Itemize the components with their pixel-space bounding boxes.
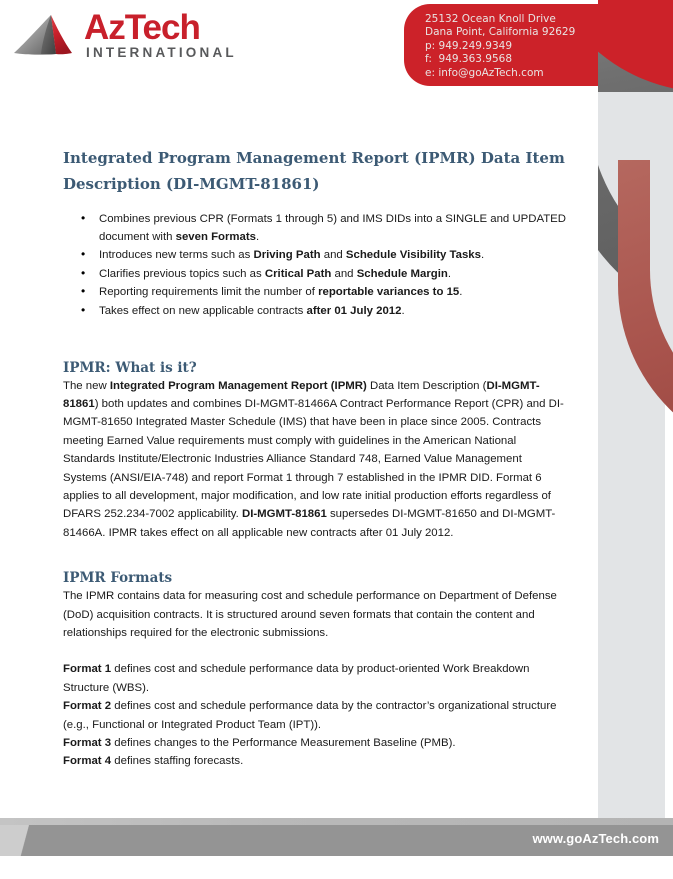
logo-primary-text: AzTech <box>84 8 200 47</box>
emphasis-text: Driving Path <box>253 249 321 262</box>
list-item <box>63 211 568 246</box>
contact-email: e: info@goAzTech.com <box>425 66 544 79</box>
body-text: . <box>480 249 485 262</box>
section-paragraph <box>63 752 568 770</box>
list-item <box>63 266 568 284</box>
emphasis-text: reportable variances to 15 <box>318 286 460 299</box>
emphasis-text: Format 3 <box>63 737 112 750</box>
body-text: The IPMR contains data for measuring cost and schedule performance on Department of Defense (DoD) acquisition contracts. It is structured around seven formats that contain the content and relationships required for the electronic submissions. <box>63 590 557 640</box>
section-paragraph <box>63 587 568 642</box>
emphasis-text: Format 2 <box>63 700 112 713</box>
body-text: defines staffing forecasts. <box>111 755 244 768</box>
sections-container <box>63 360 568 771</box>
emphasis-text: Critical Path <box>264 267 332 280</box>
emphasis-text: Integrated Program Management Report (IPMR) <box>109 379 367 392</box>
body-text: defines changes to the Performance Measurement Baseline (PMB). <box>111 737 456 750</box>
section-paragraph <box>63 734 568 752</box>
contact-street: 25132 Ocean Knoll Drive <box>425 13 556 25</box>
logo-secondary-text: INTERNATIONAL <box>86 45 237 60</box>
body-text: Introduces new terms such as <box>99 249 254 262</box>
section-heading: IPMR Formats <box>63 570 173 587</box>
body-text: Takes effect on new applicable contracts <box>99 304 307 317</box>
contact-fax: f: 949.363.9568 <box>425 53 513 66</box>
emphasis-text: seven Formats <box>175 230 257 243</box>
body-text: ) both updates and combines DI-MGMT-81466A Contract Performance Report (CPR) and DI-MGMT-81650 Integrated Master Schedule (IMS) that have been in place since 2005. Contracts meeting Earned Value requirements must comply with guidelines in the American National Standards Institute/Electronic Industries Alliance Standard 748, Earned Value Management Systems (ANSI/EIA-748) and report Format 1 through 7 established in the IPMR DID. Format 6 applies to all development, major modification, and low rate initial production efforts regardless of DFARS 252.234-7002 applicability. <box>63 397 564 521</box>
highlights-list <box>63 211 568 321</box>
section-heading: IPMR: What is it? <box>63 359 197 376</box>
emphasis-text: Format 1 <box>63 663 112 676</box>
body-text: . <box>256 230 260 243</box>
emphasis-text: Format 4 <box>63 755 112 768</box>
footer-left-wedge <box>0 825 60 856</box>
document-content <box>63 145 568 771</box>
body-text: Combines previous CPR (Formats 1 through 5) and IMS DIDs into a SINGLE and UPDATED document with <box>99 213 566 243</box>
page-title: Integrated Program Management Report (IPMR) Data Item Description (DI-MGMT-81861) <box>63 149 565 193</box>
list-item <box>63 284 568 302</box>
body-text: . <box>401 304 405 317</box>
company-logo <box>12 8 242 66</box>
body-text: and <box>331 267 357 280</box>
body-text: The new <box>63 379 110 392</box>
list-item <box>63 303 568 321</box>
section-paragraph <box>63 377 568 543</box>
body-text: Data Item Description ( <box>366 379 487 392</box>
emphasis-text: DI-MGMT-81861 <box>241 508 327 521</box>
pyramid-logo-icon <box>12 12 82 60</box>
body-text: . <box>447 267 452 280</box>
contact-phone: p: 949.249.9349 <box>425 39 513 52</box>
emphasis-text: Schedule Margin <box>356 267 448 280</box>
footer-top-strip <box>0 818 673 825</box>
banner-corner-curve <box>598 0 673 92</box>
list-item <box>63 247 568 265</box>
body-text: defines cost and schedule performance data by product-oriented Work Breakdown Structure (WBS). <box>63 663 530 694</box>
contact-city-state-zip: Dana Point, California 92629 <box>425 26 576 39</box>
body-text: supersedes DI-MGMT-81650 and DI-MGMT-81466A. IPMR takes effect on all applicable new contracts after 01 July 2012. <box>63 508 556 539</box>
emphasis-text: DI-MGMT-81861 <box>63 379 540 410</box>
body-text: and <box>320 249 346 262</box>
section-paragraph <box>63 660 568 697</box>
body-text: Clarifies previous topics such as <box>99 267 265 280</box>
logo-wordmark <box>84 10 237 60</box>
emphasis-text: after 01 July 2012 <box>306 304 402 317</box>
section-paragraph <box>63 697 568 734</box>
emphasis-text: Schedule Visibility Tasks <box>345 249 481 262</box>
body-text: defines cost and schedule performance data by the contractor’s organizational structure (e.g., Functional or Integrated Product Team (IPT)). <box>63 700 557 731</box>
body-text: Reporting requirements limit the number of <box>99 286 319 299</box>
body-text: . <box>459 286 463 299</box>
footer-website-url: www.goAzTech.com <box>532 831 659 846</box>
